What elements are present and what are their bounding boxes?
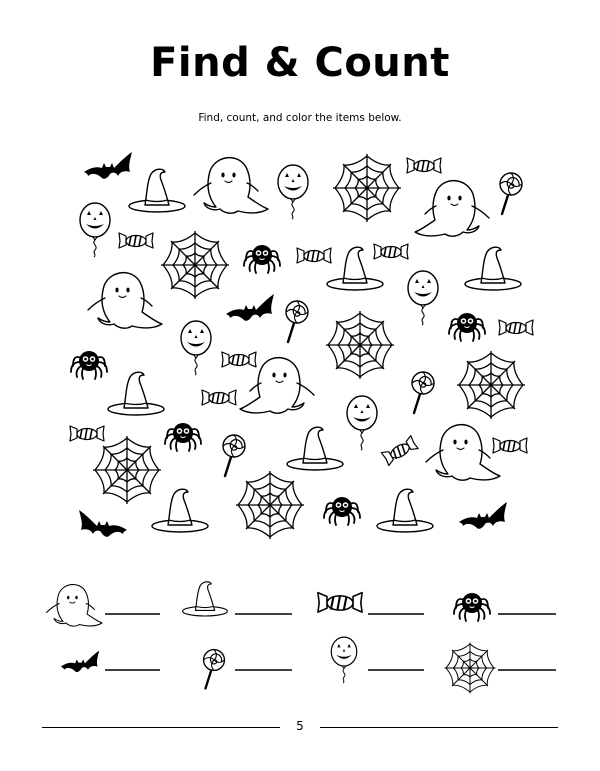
spiderweb-icon (161, 231, 229, 299)
answer-bat-icon (61, 651, 99, 672)
spiderweb-icon (236, 471, 304, 539)
answer-witch-hat-icon (183, 582, 228, 616)
lollipop-icon (412, 372, 434, 413)
spider-icon (449, 313, 485, 341)
witch-hat-icon (108, 372, 164, 415)
candy-icon (407, 158, 441, 173)
witch-hat-icon (287, 427, 343, 470)
candy-icon (374, 244, 408, 259)
bat-icon (226, 294, 274, 321)
witch-hat-icon (377, 489, 433, 532)
pumpkin-balloon-icon (347, 396, 377, 450)
spiderweb-icon (333, 154, 401, 222)
bat-icon (79, 510, 127, 537)
spider-icon (244, 245, 280, 273)
footer-rule-right (320, 727, 558, 728)
answer-lollipop-icon (204, 650, 225, 689)
spiderweb-icon (457, 351, 525, 419)
ghost-icon (194, 158, 268, 214)
candy-icon (499, 320, 533, 335)
page-number: 5 (296, 719, 304, 733)
lollipop-icon (223, 435, 245, 476)
pumpkin-balloon-icon (408, 271, 438, 325)
answer-spider-icon (454, 593, 490, 621)
bat-icon (84, 152, 132, 179)
spiderweb-icon (93, 436, 161, 504)
candy-icon (119, 233, 153, 248)
spider-icon (165, 423, 201, 451)
candy-icon (202, 390, 236, 405)
candy-icon (297, 248, 331, 263)
ghost-icon (426, 425, 500, 481)
answer-key (47, 582, 557, 694)
answer-ghost-icon (47, 584, 103, 626)
answer-pumpkin-balloon-icon (331, 637, 357, 683)
pumpkin-balloon-icon (80, 203, 110, 257)
witch-hat-icon (152, 489, 208, 532)
spiderweb-icon (326, 311, 394, 379)
ghost-icon (240, 358, 314, 414)
ghost-icon (415, 181, 489, 237)
witch-hat-icon (129, 169, 185, 212)
bat-icon (459, 502, 507, 529)
ghost-icon (88, 273, 162, 329)
candy-icon (222, 352, 256, 367)
pumpkin-balloon-icon (278, 165, 308, 219)
answer-candy-icon (318, 593, 362, 613)
witch-hat-icon (465, 247, 521, 290)
spider-icon (71, 351, 107, 379)
answer-spiderweb-icon (445, 643, 496, 694)
pumpkin-balloon-icon (181, 321, 211, 375)
lollipop-icon (286, 301, 308, 342)
footer-rule-left (42, 727, 280, 728)
page-title: Find & Count (150, 40, 450, 86)
spider-icon (324, 497, 360, 525)
candy-icon (493, 438, 527, 453)
candy-icon (381, 436, 418, 466)
candy-icon (70, 426, 104, 441)
instructions: Find, count, and color the items below. (198, 112, 402, 124)
find-area (70, 152, 533, 539)
lollipop-icon (500, 173, 522, 214)
